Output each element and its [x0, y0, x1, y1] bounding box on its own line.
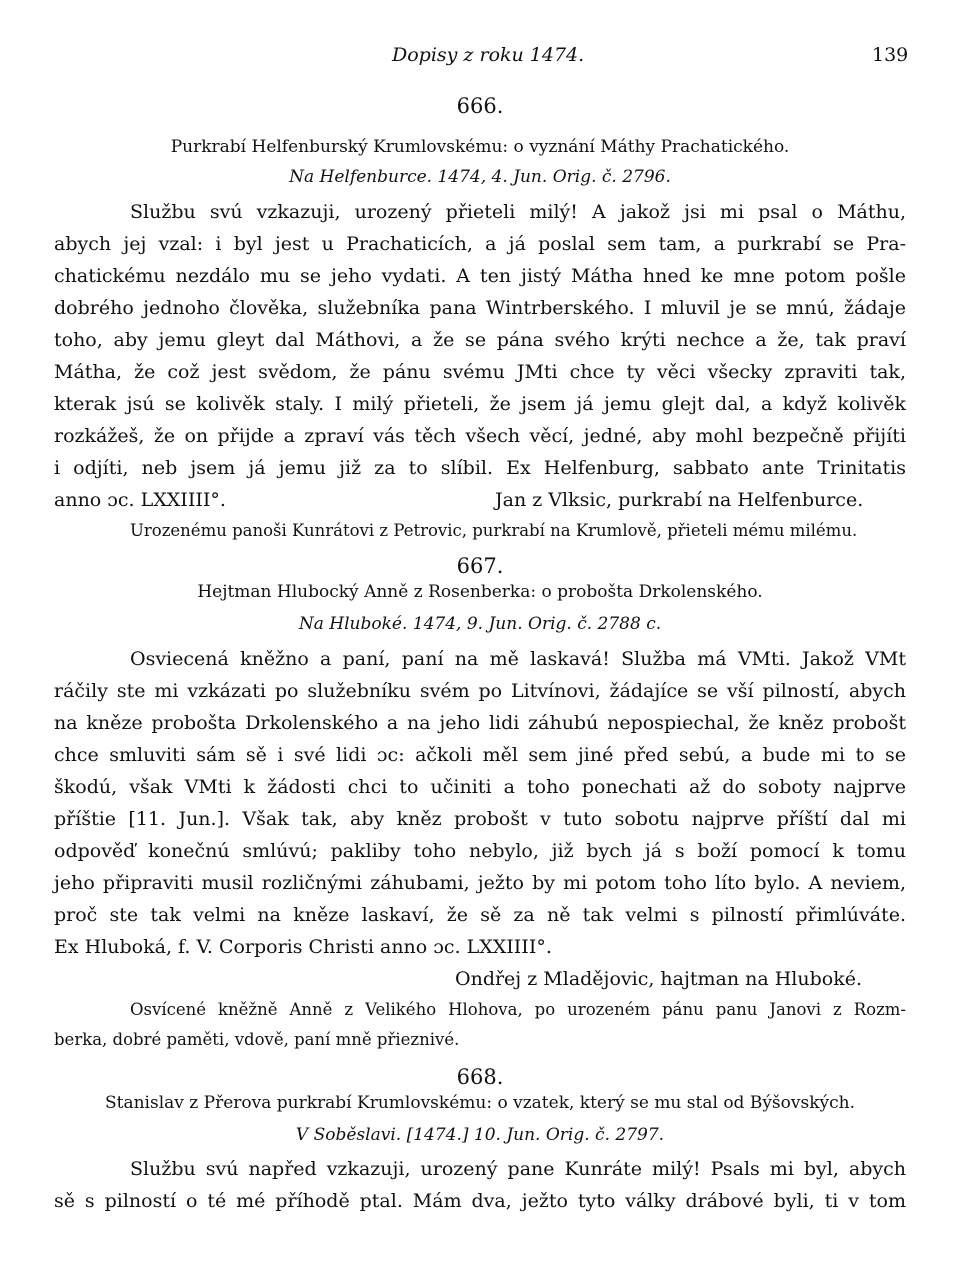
letter-signature: Ondřej z Mladějovic, hajtman na Hluboké.	[455, 968, 863, 990]
letter-text-line: chatickému nezdálo mu se jeho vydati. A ten jistý Mátha hned ke mne potom pošle	[54, 265, 906, 287]
letter-text-line: kterak jsú se kolivěk staly. I milý přieteli, že jsem já jemu glejt dal, a když kolivěk	[54, 393, 906, 415]
letter-address-line: Osvícené kněžně Anně z Velikého Hlohova, po urozeném pánu panu Janovi z Rozm-	[130, 1000, 906, 1019]
letter-text-line: Službu svú napřed vzkazuji, urozený pane Kunráte milý! Psals mi byl, abych	[130, 1158, 906, 1180]
letter-subject: Hejtman Hlubocký Anně z Rosenberka: o probošta Drkolenského.	[197, 582, 763, 602]
letter-place-date: V Soběslavi. [1474.] 10. Jun. Orig. č. 2797.	[295, 1125, 665, 1145]
letter-text-line: dobrého jednoho člověka, služebníka pana Wintrberského. I mluvil je se mnú, žádaje	[54, 297, 906, 319]
letter-text-line: odpověď konečnú smlúvú; pakliby toho nebylo, již bych já s boží pomocí k tomu	[54, 840, 906, 862]
letter-text-line: jeho připraviti musil rozličnými záhubami, ježto by mi potom toho líto bylo. A neviem,	[54, 872, 906, 894]
letter-text-line: Mátha, že což jest svědom, že pánu svému JMti chce ty věci všecky zpraviti tak,	[54, 361, 906, 383]
letter-closing-date: anno ɔc. LXXIIII°.	[54, 489, 226, 511]
letter-text-line: chce smluviti sám sě i své lidi ɔc: ačkoli měl sem jiné před sebú, a bude mi to se	[54, 744, 906, 766]
letter-text-line: proč ste tak velmi na kněze laskaví, že sě za ně tak velmi s pilností přimlúváte.	[54, 904, 906, 926]
running-header-title: Dopisy z roku 1474.	[392, 44, 585, 66]
letter-text-line: sě s pilností o té mé příhodě ptal. Mám dva, ježto tyto války drábové byli, ti v tom	[54, 1190, 906, 1212]
letter-subject: Stanislav z Přerova purkrabí Krumlovskému: o vzatek, který se mu stal od Býšovských.	[104, 1093, 856, 1113]
letter-number: 668.	[456, 1065, 504, 1089]
letter-text-line: škodú, však VMti k žádosti chci to učiniti a toho ponechati až do soboty najprve	[54, 776, 906, 798]
letter-address: Urozenému panoši Kunrátovi z Petrovic, purkrabí na Krumlově, přieteli mému milému.	[130, 521, 858, 540]
letter-signature: Jan z Vlksic, purkrabí na Helfenburce.	[495, 489, 864, 511]
letter-text-line: na kněze probošta Drkolenského a na jeho lidi záhubú nepospiechal, že kněz probošt	[54, 712, 906, 734]
letter-text-line: Osviecená kněžno a paní, paní na mě laskavá! Služba má VMti. Jakož VMt	[130, 648, 906, 670]
letter-text-line: rozkážeš, že on přijde a zpraví vás těch všech věcí, jedné, aby mohl bezpečně přijíti	[54, 425, 906, 447]
letter-number: 666.	[456, 94, 504, 118]
letter-text-line: Ex Hluboká, f. V. Corporis Christi anno ɔc. LXXIIII°.	[54, 936, 552, 958]
page-number: 139	[872, 44, 909, 66]
letter-text-line: Službu svú vzkazuji, urozený přieteli milý! A jakož jsi mi psal o Máthu,	[130, 201, 906, 223]
letter-place-date: Na Helfenburce. 1474, 4. Jun. Orig. č. 2796.	[289, 167, 671, 187]
letter-address-line: berka, dobré paměti, vdově, paní mně přieznivé.	[54, 1030, 460, 1049]
letter-text-line: příštie [11. Jun.]. Však tak, aby kněz probošt v tuto sobotu najprve příští dal mi	[54, 808, 906, 830]
letter-text-line: i odjíti, neb jsem já jemu již za to slíbil. Ex Helfenburg, sabbato ante Trinitatis	[54, 457, 906, 479]
letter-text-line: ráčily ste mi vzkázati po služebníku svém po Litvínovi, žádajíce se vší pilností, abych	[54, 680, 906, 702]
letter-text-line: toho, aby jemu gleyt dal Máthovi, a že se pána svého krýti nechce a že, tak praví	[54, 329, 906, 351]
letter-subject: Purkrabí Helfenburský Krumlovskému: o vyznání Máthy Prachatického.	[170, 137, 790, 157]
letter-number: 667.	[456, 554, 504, 578]
letter-place-date: Na Hluboké. 1474, 9. Jun. Orig. č. 2788 c.	[298, 614, 662, 634]
letter-text-line: abych jej vzal: i byl jest u Prachaticích, a já poslal sem tam, a purkrabí se Pra-	[54, 233, 906, 255]
